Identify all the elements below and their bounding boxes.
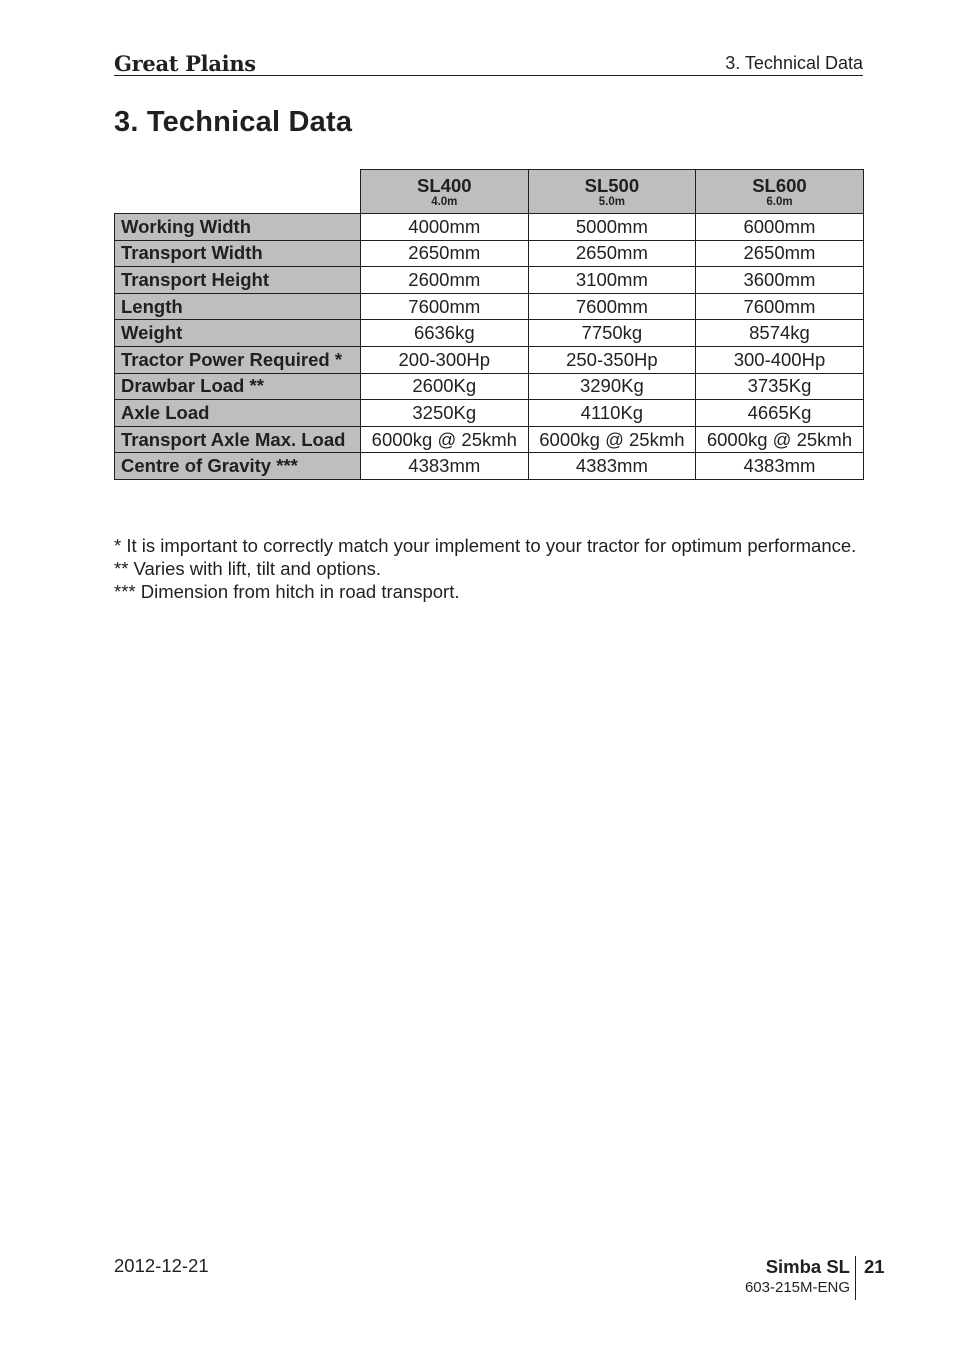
cell-value: 6000kg @ 25kmh (528, 426, 696, 453)
footer-document-info (745, 1256, 856, 1300)
cell-value: 250-350Hp (528, 346, 696, 373)
model-name: SL400 (417, 175, 472, 196)
cell-value: 6000kg @ 25kmh (361, 426, 529, 453)
footnote-drawbar: ** Varies with lift, tilt and options. (114, 558, 382, 579)
table-row (115, 293, 864, 320)
table-row (115, 214, 864, 241)
column-header-sl600 (696, 170, 864, 214)
model-name: SL500 (584, 175, 640, 196)
running-section-title: 3. Technical Data (725, 53, 863, 73)
cell-value: 3600mm (696, 267, 864, 294)
product-name: Simba SL (765, 1256, 850, 1277)
cell-value: 3250Kg (361, 400, 529, 427)
cell-value: 6000mm (696, 214, 864, 241)
cell-value: 4665Kg (696, 400, 864, 427)
document-code: 603-215M-ENG (744, 1279, 850, 1296)
cell-value: 7600mm (696, 293, 864, 320)
column-header-sl400 (361, 170, 529, 214)
cell-value: 200-300Hp (361, 346, 529, 373)
cell-value: 2600Kg (361, 373, 529, 400)
cell-value: 3290Kg (528, 373, 696, 400)
cell-value: 4383mm (696, 453, 864, 480)
table-row (115, 400, 864, 427)
cell-value: 6636kg (361, 320, 529, 347)
cell-value: 4110Kg (528, 400, 696, 427)
model-name: SL600 (752, 175, 807, 196)
model-width: 5.0m (598, 195, 625, 208)
page-title: 3. Technical Data (114, 106, 353, 138)
model-width: 6.0m (766, 195, 793, 208)
row-label: Drawbar Load ** (115, 373, 361, 400)
brand-logo: Great Plains (114, 51, 256, 76)
technical-data-table (114, 169, 864, 480)
table-row (115, 240, 864, 267)
cell-value: 4000mm (361, 214, 529, 241)
cell-value: 2600mm (361, 267, 529, 294)
publication-date: 2012-12-21 (114, 1255, 209, 1276)
row-label: Centre of Gravity *** (115, 453, 361, 480)
row-label: Working Width (115, 214, 361, 241)
cell-value: 8574kg (696, 320, 864, 347)
cell-value: 4383mm (361, 453, 529, 480)
cell-value: 2650mm (361, 240, 529, 267)
cell-value: 3100mm (528, 267, 696, 294)
cell-value: 300-400Hp (696, 346, 864, 373)
cell-value: 5000mm (528, 214, 696, 241)
cell-value: 2650mm (528, 240, 696, 267)
page-number: 21 (864, 1256, 885, 1277)
cell-value: 6000kg @ 25kmh (696, 426, 864, 453)
table-row (115, 373, 864, 400)
table-corner-cell (115, 170, 361, 214)
table-row (115, 320, 864, 347)
row-label: Transport Height (115, 267, 361, 294)
row-label: Transport Width (115, 240, 361, 267)
column-header-sl500 (528, 170, 696, 214)
row-label: Weight (115, 320, 361, 347)
row-label: Tractor Power Required * (115, 346, 361, 373)
table-row (115, 267, 864, 294)
row-label: Axle Load (115, 400, 361, 427)
cell-value: 7750kg (528, 320, 696, 347)
footnote-power: * It is important to correctly match your implement to your tractor for optimum performance. (114, 535, 857, 556)
footnotes (114, 534, 856, 603)
row-label: Length (115, 293, 361, 320)
table-row (115, 453, 864, 480)
table-row (115, 426, 864, 453)
cell-value: 2650mm (696, 240, 864, 267)
table-row (115, 346, 864, 373)
cell-value: 7600mm (361, 293, 529, 320)
cell-value: 7600mm (528, 293, 696, 320)
footnote-gravity: *** Dimension from hitch in road transport. (114, 581, 460, 602)
page-header (114, 50, 863, 76)
cell-value: 3735Kg (696, 373, 864, 400)
table-header-row (115, 170, 864, 214)
row-label: Transport Axle Max. Load (115, 426, 361, 453)
cell-value: 4383mm (528, 453, 696, 480)
model-width: 4.0m (431, 195, 458, 208)
